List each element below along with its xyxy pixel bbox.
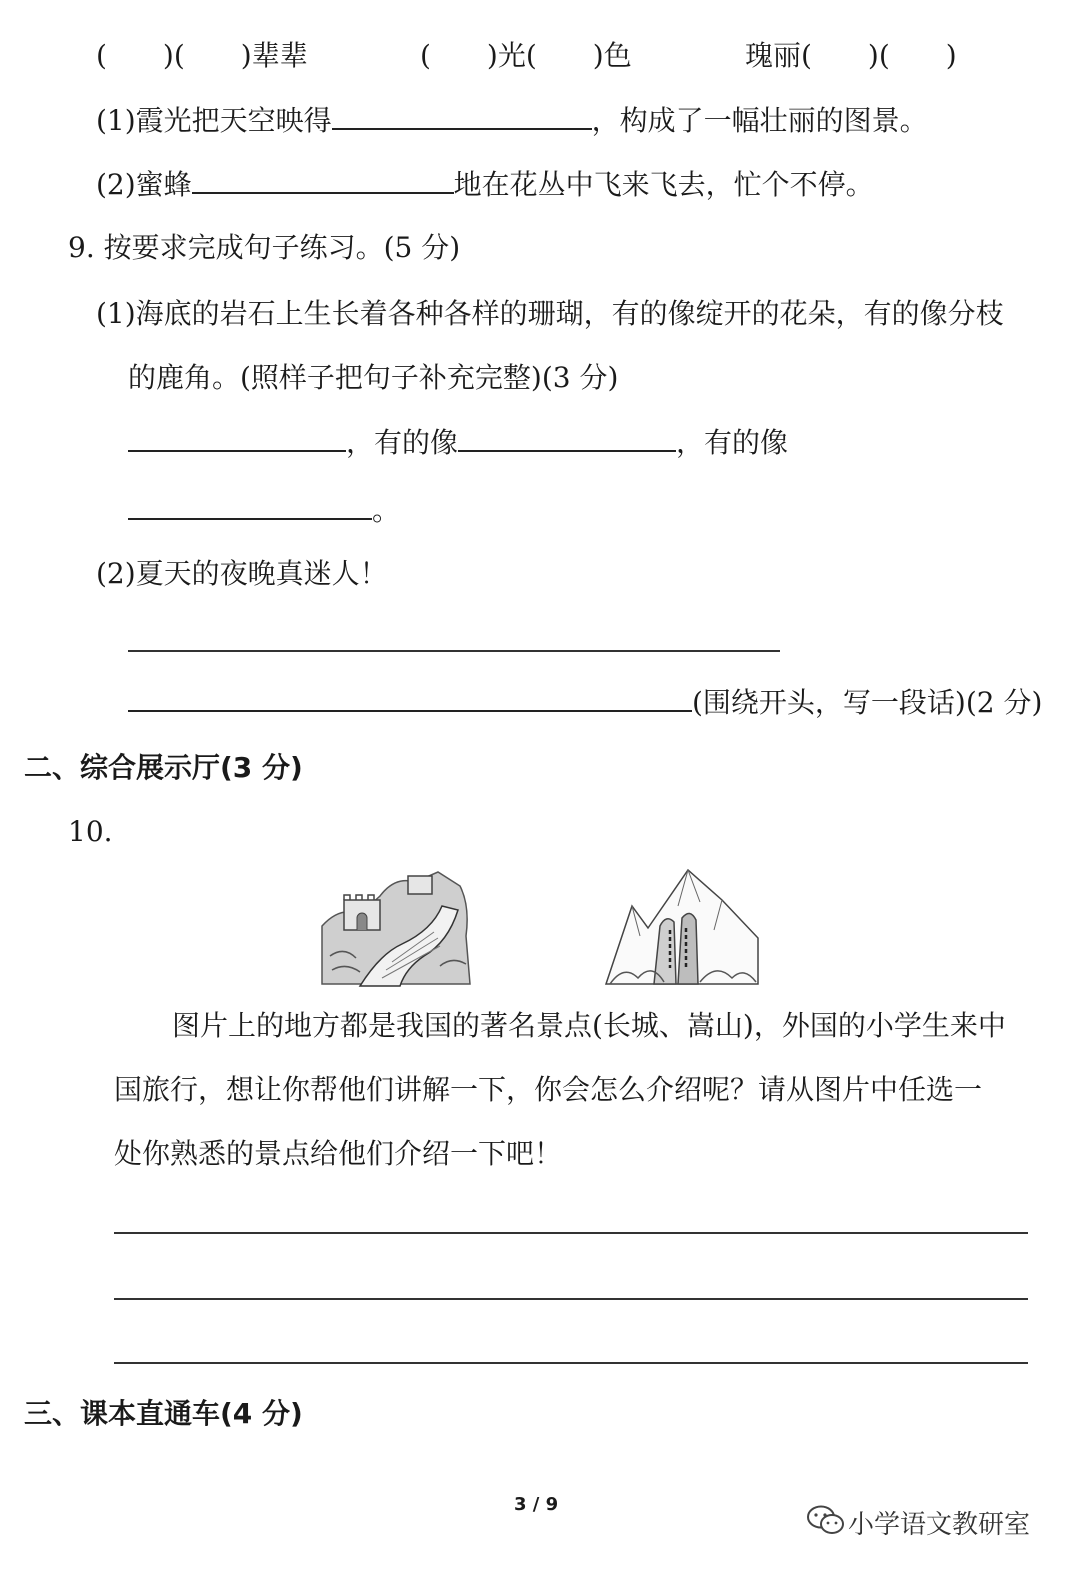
- section-3-heading: 三、课本直通车(4 分): [24, 1397, 303, 1430]
- q8-sentence-1: (1)霞光把天空映得 ，构成了一幅壮丽的图景。: [96, 100, 928, 141]
- q9-part1-line2: 的鹿角。(照样子把句子补充完整)(3 分): [128, 361, 619, 394]
- q10-label: 10.: [68, 815, 113, 848]
- q8-item-1: ( )( )辈辈: [96, 39, 308, 72]
- q8-sentence-2: (2)蜜蜂 地在花丛中飞来飞去，忙个不停。: [96, 164, 874, 205]
- answer-blank[interactable]: [458, 422, 676, 452]
- answer-blank[interactable]: [192, 164, 454, 194]
- mount-song-illustration: [604, 866, 760, 988]
- answer-line[interactable]: [114, 1232, 1028, 1234]
- q10-text-line-2: 国旅行，想让你帮他们讲解一下，你会怎么介绍呢？请从图片中任选一: [114, 1073, 983, 1106]
- page-number: 3 / 9: [514, 1494, 559, 1515]
- answer-line[interactable]: [114, 1298, 1028, 1300]
- section-2-heading: 二、综合展示厅(3 分): [24, 751, 303, 784]
- answer-blank[interactable]: [128, 682, 692, 712]
- q9-title: 9. 按要求完成句子练习。(5 分): [68, 231, 461, 264]
- q9-part2-final-line: (围绕开头，写一段话)(2 分): [128, 682, 1042, 723]
- answer-line[interactable]: [128, 650, 780, 652]
- q10-text-line-1: 图片上的地方都是我国的著名景点(长城、嵩山)，外国的小学生来中: [172, 1009, 1006, 1042]
- q9-fill-line-2: 。: [128, 490, 400, 531]
- q10-text-line-3: 处你熟悉的景点给他们介绍一下吧！: [114, 1137, 563, 1170]
- answer-blank[interactable]: [128, 490, 372, 520]
- answer-line[interactable]: [114, 1362, 1028, 1364]
- q9-part1-line1: (1)海底的岩石上生长着各种各样的珊瑚，有的像绽开的花朵，有的像分枝: [96, 297, 1004, 330]
- watermark-text: 小学语文教研室: [848, 1510, 1031, 1540]
- wechat-icon: [806, 1503, 846, 1537]
- q9-part2: (2)夏天的夜晚真迷人！: [96, 557, 388, 590]
- q8-item-2: ( )光( )色: [420, 39, 632, 72]
- answer-blank[interactable]: [332, 100, 592, 130]
- q9-fill-line: ，有的像 ，有的像: [128, 422, 788, 463]
- q8-item-3: 瑰丽( )( ): [745, 39, 957, 72]
- great-wall-illustration: [320, 866, 474, 988]
- answer-blank[interactable]: [128, 422, 346, 452]
